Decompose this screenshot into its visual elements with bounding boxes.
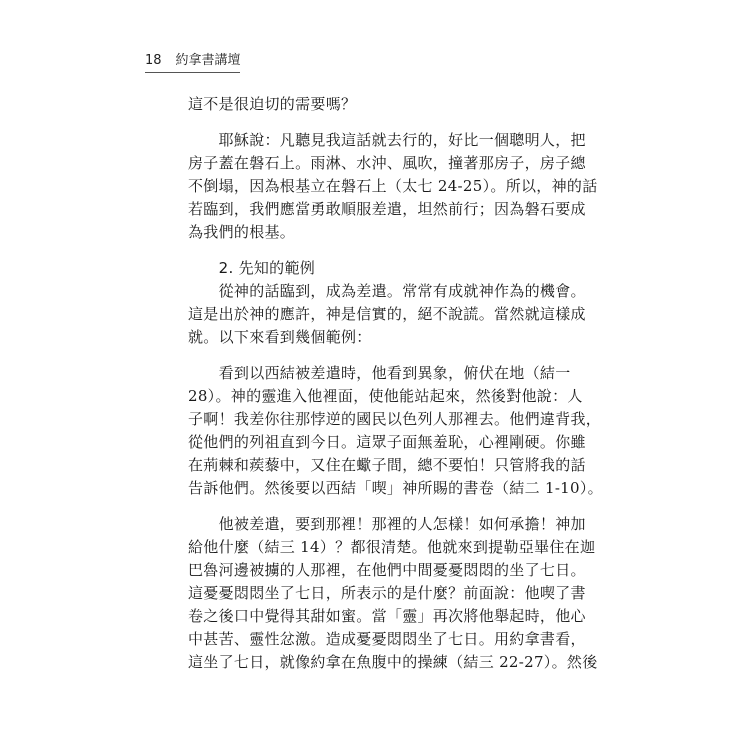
text-line: 告訴他們。然後要以西結「喫」神所賜的書卷（結二 1-10）。 xyxy=(188,479,603,497)
text-line: 房子蓋在磐石上。雨淋、水沖、風吹，撞著那房子，房子總 xyxy=(188,154,586,172)
text-line: 28）。神的靈進入他裡面，使他能站起來，然後對他說：人 xyxy=(188,387,583,405)
text-line: 這憂憂悶悶坐了七日，所表示的是什麼？前面說：他喫了書 xyxy=(188,584,586,602)
text-line: 子啊！我差你往那悖逆的國民以色列人那裡去。他們違背我， xyxy=(188,410,602,428)
text-line: 中甚苦、靈性忿激。造成憂憂悶悶坐了七日。用約拿書看， xyxy=(188,630,586,648)
text-line: 若臨到，我們應當勇敢順服差遣，坦然前行；因為磐石要成 xyxy=(188,200,586,218)
text-line: 這不是很迫切的需要嗎？ xyxy=(188,95,357,113)
text-line: 這坐了七日，就像約拿在魚腹中的操練（結三 22-27）。然後 xyxy=(188,653,598,671)
text-line: 就。以下來看到幾個範例： xyxy=(188,328,372,346)
text-line: 耶穌說：凡聽見我這話就去行的，好比一個聰明人，把 xyxy=(188,131,586,149)
page-number: 18 xyxy=(145,53,162,68)
header-rule xyxy=(145,72,240,73)
text-line: 從神的話臨到，成為差遣。常常有成就神作為的機會。 xyxy=(188,282,586,300)
text-line: 卷之後口中覺得其甜如蜜。當「靈」再次將他舉起時，他心 xyxy=(188,607,586,625)
text-line: 看到以西結被差遣時，他看到異象，俯伏在地（結一 xyxy=(188,364,571,382)
section-heading: 2. 先知的範例 xyxy=(188,259,316,277)
running-header xyxy=(145,49,241,69)
text-line: 他被差遣，要到那裡！那裡的人怎樣！如何承擔！神加 xyxy=(188,515,586,533)
text-line: 巴魯河邊被擄的人那裡，在他們中間憂憂悶悶的坐了七日。 xyxy=(188,561,586,579)
text-line: 從他們的列祖直到今日。這眾子面無羞恥，心裡剛硬。你雖 xyxy=(188,433,586,451)
text-line: 這是出於神的應許，神是信實的，絕不說謊。當然就這樣成 xyxy=(188,305,586,323)
text-line: 為我們的根基。 xyxy=(188,223,296,241)
book-title: 約拿書講壇 xyxy=(175,53,241,68)
text-line: 給他什麼（結三 14）？都很清楚。他就來到提勒亞畢住在迦 xyxy=(188,538,596,556)
text-line: 不倒塌，因為根基立在磐石上（太七 24-25）。所以，神的話 xyxy=(188,177,598,195)
text-line: 在荊棘和蒺藜中，又住在蠍子間，總不要怕！只管將我的話 xyxy=(188,456,586,474)
